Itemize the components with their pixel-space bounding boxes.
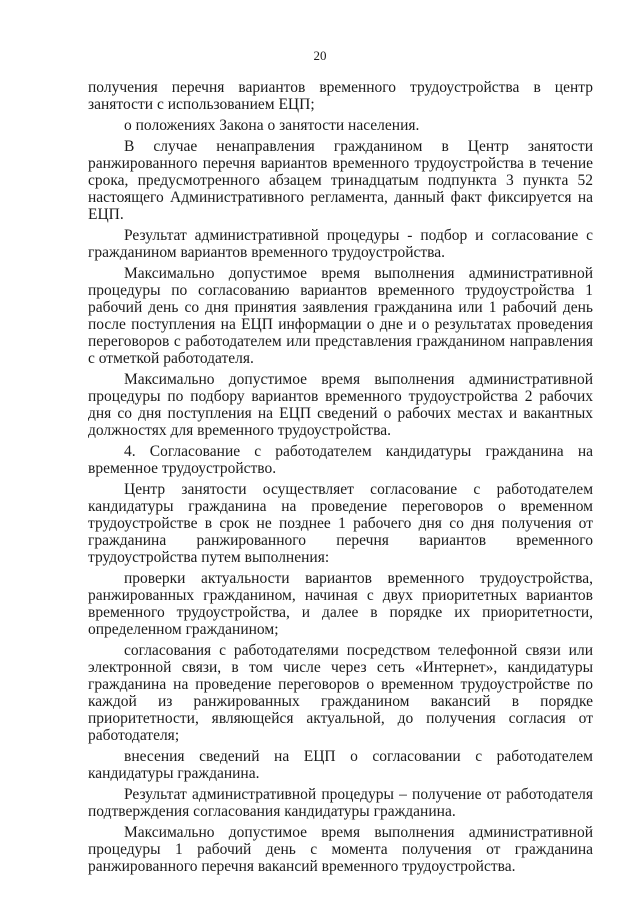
paragraph-10: согласования с работодателями посредством телефонной связи или электронной связи, в том числе через сеть «Интернет», кандидатуры гражданина на проведение переговоров о временном трудоустройстве по каждой из ранжированных гражданином вакансий в порядке приоритетности, являющейся актуальной, до получения согласия от работодателя; xyxy=(88,642,593,744)
section-heading-4: 4. Согласование с работодателем кандидатуры гражданина на временное трудоустройство. xyxy=(88,443,593,477)
paragraph-5: Максимально допустимое время выполнения административной процедуры по согласованию вариантов временного трудоустройства 1 рабочий день со дня принятия заявления гражданина или 1 рабочий день после поступления на ЕЦП информации о дне и о результатах проведения переговоров с работодателем или представления гражданином направления с отметкой работодателя. xyxy=(88,265,593,367)
document-body xyxy=(88,79,593,879)
paragraph-6: Максимально допустимое время выполнения административной процедуры по подбору вариантов временного трудоустройства 2 рабочих дня со дня поступления на ЕЦП сведений о рабочих местах и вакантных должностях для временного трудоустройства. xyxy=(88,371,593,439)
paragraph-11: внесения сведений на ЕЦП о согласовании с работодателем кандидатуры гражданина. xyxy=(88,748,593,782)
paragraph-12: Результат административной процедуры – получение от работодателя подтверждения согласования кандидатуры гражданина. xyxy=(88,786,593,820)
paragraph-4: Результат административной процедуры - подбор и согласование с гражданином вариантов временного трудоустройства. xyxy=(88,227,593,261)
paragraph-3: В случае ненаправления гражданином в Центр занятости ранжированного перечня вариантов временного трудоустройства в течение срока, предусмотренного абзацем тринадцатым подпункта 3 пункта 52 настоящего Административного регламента, данный факт фиксируется на ЕЦП. xyxy=(88,138,593,223)
paragraph-8: Центр занятости осуществляет согласование с работодателем кандидатуры гражданина на проведение переговоров о временном трудоустройстве в срок не позднее 1 рабочего дня со дня получения от гражданина ранжированного перечня вариантов временного трудоустройства путем выполнения: xyxy=(88,481,593,566)
paragraph-9: проверки актуальности вариантов временного трудоустройства, ранжированных гражданином, начиная с двух приоритетных вариантов временного трудоустройства, и далее в порядке их приоритетности, определенном гражданином; xyxy=(88,570,593,638)
page-number: 20 xyxy=(313,48,327,63)
paragraph-1: получения перечня вариантов временного трудоустройства в центр занятости с использованием ЕЦП; xyxy=(88,79,593,113)
paragraph-13: Максимально допустимое время выполнения административной процедуры 1 рабочий день с момента получения от гражданина ранжированного перечня вакансий временного трудоустройства. xyxy=(88,824,593,875)
paragraph-2: о положениях Закона о занятости населения. xyxy=(124,117,420,134)
